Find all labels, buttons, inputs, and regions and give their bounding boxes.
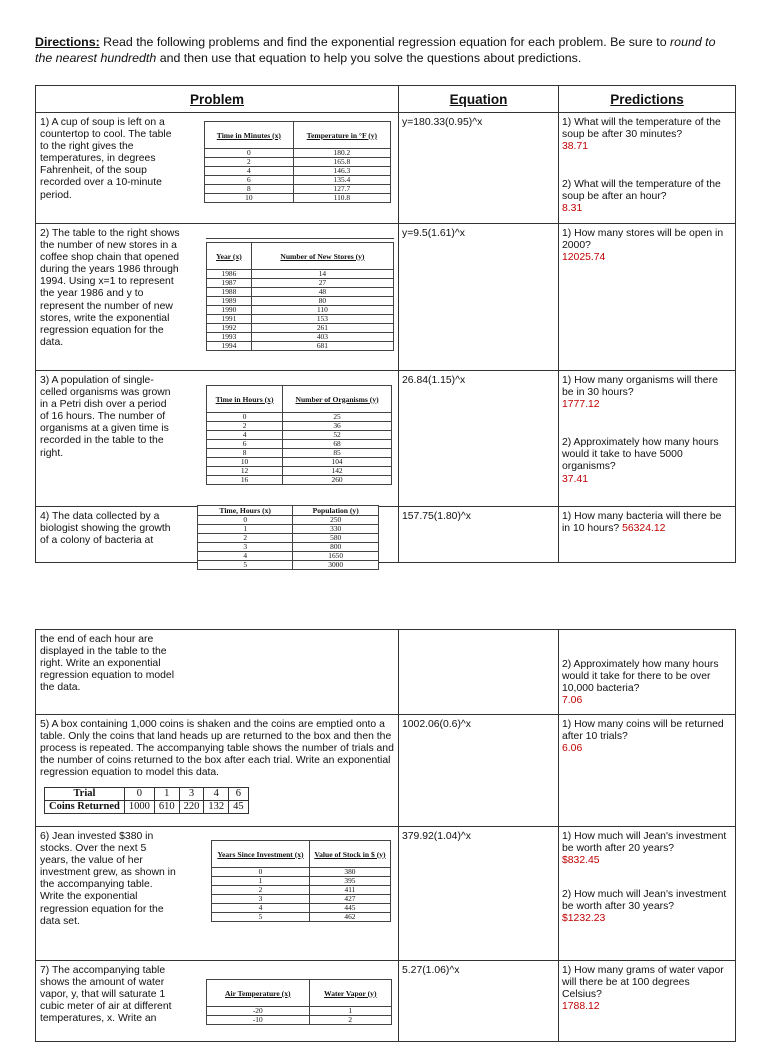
table-cell: 127.7 [293, 185, 390, 194]
table-cell: 1 [212, 877, 310, 886]
table-row [198, 543, 379, 552]
problem-row-2 [36, 224, 736, 371]
table-cell: 2 [212, 886, 310, 895]
table-row [207, 449, 392, 458]
table-cell: 1 [154, 788, 179, 801]
table-row [207, 431, 392, 440]
table-header: Number of New Stores (y) [251, 243, 393, 270]
table-row [205, 158, 391, 167]
table-cell: 85 [283, 449, 392, 458]
table-cell: 250 [293, 516, 379, 525]
table-header: Year (x) [207, 243, 252, 270]
table-cell: 104 [283, 458, 392, 467]
table-cell: -20 [207, 1007, 310, 1016]
table-row [207, 413, 392, 422]
table-row [212, 868, 391, 877]
table-header: Time, Hours (x) [198, 506, 293, 516]
table-cell: 4 [205, 167, 294, 176]
problem-3-equation: 26.84(1.15)^x [402, 375, 466, 386]
table-cell: 4 [207, 431, 283, 440]
problem-4-question-2: 2) Approximately how many hours would it take for there to be over 10,000 bacteria? [562, 659, 719, 695]
problem-6-text: 6) Jean invested $380 in stocks. Over the next 5 years, the value of her investment grew, as shown in the accompanying table. Write the exponential regression equation for the data set. [40, 831, 176, 927]
table-cell: 110.8 [293, 194, 390, 203]
problem-7-answer-1: 1788.12 [562, 1001, 600, 1013]
header-problem: Problem [36, 86, 399, 113]
problem-2-text: 2) The table to the right shows the number of new stores in a coffee shop chain that opened during the years 1986 through 1994. Using x=1 to represent the year 1986 and y to represent the number of new stores, write the exponential regression equation for the data. [40, 228, 180, 348]
table-cell: 14 [251, 270, 393, 279]
table-cell: 1993 [207, 333, 252, 342]
table-header: Value of Stock in $ (y) [309, 841, 390, 868]
table-cell: 681 [251, 342, 393, 351]
table-cell: 260 [283, 476, 392, 485]
problem-2-equation: y=9.5(1.61)^x [402, 228, 465, 239]
table-row [198, 525, 379, 534]
table-cell: 8 [205, 185, 294, 194]
problem-3-question-2: 2) Approximately how many hours would it take to have 5000 organisms? [562, 437, 719, 473]
problem-2-question-1: 1) How many stores will be open in 2000? [562, 228, 724, 252]
table-cell: 4 [212, 904, 310, 913]
table-cell: 4 [198, 552, 293, 561]
problem-4-equation: 157.75(1.80)^x [402, 511, 471, 522]
problem-6-equation: 379.92(1.04)^x [402, 831, 471, 842]
table-header: Years Since Investment (x) [212, 841, 310, 868]
table-cell: 80 [251, 297, 393, 306]
table-row [212, 877, 391, 886]
table-header: Temperature in °F (y) [293, 122, 390, 149]
problem-7-table [206, 979, 392, 1025]
table-header: Time in Minutes (x) [205, 122, 294, 149]
worksheet-table-top [35, 85, 736, 563]
table-cell: 2 [198, 534, 293, 543]
table-cell: 0 [212, 868, 310, 877]
problem-5-table [44, 787, 249, 814]
problem-4-text-continued: the end of each hour are displayed in the table to the right. Write an exponential regression equation to model the data. [40, 634, 175, 694]
table-cell: 48 [251, 288, 393, 297]
table-cell: 6 [229, 788, 249, 801]
problem-1-question-1: 1) What will the temperature of the soup be after 30 minutes? [562, 117, 721, 141]
table-cell: 1992 [207, 324, 252, 333]
table-cell: 1994 [207, 342, 252, 351]
table-cell: 2 [205, 158, 294, 167]
table-cell: 395 [309, 877, 390, 886]
table-row [212, 895, 391, 904]
table-header: Number of Organisms (y) [283, 386, 392, 413]
problem-5-question-1: 1) How many coins will be returned after 10 trials? [562, 719, 724, 743]
table-cell: 1986 [207, 270, 252, 279]
problem-6-answer-2: $1232.23 [562, 913, 606, 925]
table-cell: 580 [293, 534, 379, 543]
table-cell: 0 [207, 413, 283, 422]
problem-2-table [206, 242, 394, 351]
table-cell: 427 [309, 895, 390, 904]
problem-1-answer-1: 38.71 [562, 141, 589, 153]
directions [35, 34, 735, 66]
table-cell: 10 [207, 458, 283, 467]
table-cell: 1650 [293, 552, 379, 561]
table-cell: 146.3 [293, 167, 390, 176]
header-predictions: Predictions [559, 86, 736, 113]
problem-3-text: 3) A population of single-celled organisms was grown in a Petri dish over a period of 16 hours. The number of organisms at a given time is recorded in the table to the right. [40, 375, 171, 459]
table-cell: 1987 [207, 279, 252, 288]
table-cell: 2 [207, 422, 283, 431]
problem-row-3 [36, 371, 736, 507]
problem-1-equation: y=180.33(0.95)^x [402, 117, 483, 128]
table-row [207, 422, 392, 431]
table-cell: 27 [251, 279, 393, 288]
table-row [207, 342, 394, 351]
problem-4-table [197, 505, 379, 570]
table-row [205, 149, 391, 158]
table-cell: 220 [179, 801, 204, 814]
problem-3-answer-1: 1777.12 [562, 399, 600, 411]
header-equation: Equation [399, 86, 559, 113]
table-row [198, 552, 379, 561]
table-header: Air Temperature (x) [207, 980, 310, 1007]
table-cell: 3 [179, 788, 204, 801]
problem-3-question-1: 1) How many organisms will there be in 30 hours? [562, 375, 718, 399]
table-cell: 0 [205, 149, 294, 158]
table-cell: 610 [154, 801, 179, 814]
directions-label: Directions: [35, 35, 100, 49]
problem-4-text: 4) The data collected by a biologist showing the growth of a colony of bacteria at [40, 511, 171, 547]
problem-row-6 [36, 827, 736, 961]
table-cell: 411 [309, 886, 390, 895]
table-row [205, 176, 391, 185]
table-cell: 4 [204, 788, 229, 801]
table-cell: 1990 [207, 306, 252, 315]
problem-row-4-continued [36, 630, 736, 715]
problem-row-1 [36, 113, 736, 224]
table-row [207, 440, 392, 449]
table-header: Coins Returned [45, 801, 125, 814]
table-cell: 1991 [207, 315, 252, 324]
table-cell: 403 [251, 333, 393, 342]
table-header: Trial [45, 788, 125, 801]
table-row [212, 904, 391, 913]
table-cell: 445 [309, 904, 390, 913]
table-cell: 380 [309, 868, 390, 877]
problem-3-answer-2: 37.41 [562, 473, 589, 485]
table-cell: 800 [293, 543, 379, 552]
table-cell: 10 [205, 194, 294, 203]
table-row [207, 476, 392, 485]
table-cell: 12 [207, 467, 283, 476]
problem-row-7 [36, 961, 736, 1042]
table-cell: 25 [283, 413, 392, 422]
problem-2-answer-1: 12025.74 [562, 252, 606, 264]
problem-5-answer-1: 6.06 [562, 743, 583, 755]
table-cell: 153 [251, 315, 393, 324]
table-cell: 45 [229, 801, 249, 814]
table-row [205, 185, 391, 194]
table-cell: 68 [283, 440, 392, 449]
problem-1-question-2: 2) What will the temperature of the soup be after an hour? [562, 179, 721, 203]
table-row [198, 534, 379, 543]
table-row [207, 467, 392, 476]
table-cell: 16 [207, 476, 283, 485]
table-cell: 1988 [207, 288, 252, 297]
problem-6-question-2: 2) How much will Jean's investment be worth after 30 years? [562, 889, 727, 913]
directions-text-2: and then use that equation to help you solve the questions about predictions. [156, 51, 582, 65]
table-cell: 5 [198, 561, 293, 570]
problem-7-question-1: 1) How many grams of water vapor will there be at 100 degrees Celsius? [562, 965, 724, 1001]
table-row [212, 913, 391, 922]
problem-6-answer-1: $832.45 [562, 855, 600, 867]
table-cell: 1989 [207, 297, 252, 306]
table-header: Time in Hours (x) [207, 386, 283, 413]
directions-text-1: Read the following problems and find the exponential regression equation for each problem. Be sure to [99, 35, 671, 49]
problem-4-answer-1: 56324.12 [622, 523, 666, 535]
table-row [198, 516, 379, 525]
table-cell: 1 [198, 525, 293, 534]
problem-1-answer-2: 8.31 [562, 203, 583, 215]
table-cell: 261 [251, 324, 393, 333]
table-cell: 0 [198, 516, 293, 525]
directions-emphasis: round to the nearest hundredth [35, 35, 716, 65]
table-cell: 8 [207, 449, 283, 458]
problem-row-4 [36, 507, 736, 563]
table-row [198, 561, 379, 570]
table-cell: 165.8 [293, 158, 390, 167]
problem-4-answer-2: 7.06 [562, 695, 583, 707]
table-cell: 0 [124, 788, 154, 801]
table-cell: 1 [309, 1007, 391, 1016]
table-cell: 180.2 [293, 149, 390, 158]
table-cell: 110 [251, 306, 393, 315]
table-row [205, 167, 391, 176]
table-cell: 3 [212, 895, 310, 904]
problem-3-table [206, 385, 392, 485]
table-cell: 142 [283, 467, 392, 476]
table-cell: 1000 [124, 801, 154, 814]
table-cell: 5 [212, 913, 310, 922]
problem-7-text: 7) The accompanying table shows the amount of water vapor, y, that will saturate 1 cubic meter of air at different temperatures, x. Write an [40, 965, 172, 1025]
problem-1-text: 1) A cup of soup is left on a countertop to cool. The table to the right gives the temperatures, in degrees Fahrenheit, of the soup recorded over a 10-minute period. [40, 117, 172, 201]
problem-6-question-1: 1) How much will Jean's investment be worth after 20 years? [562, 831, 727, 855]
problem-5-text: 5) A box containing 1,000 coins is shaken and the coins are emptied onto a table. Only the coins that land heads up are returned to the box and then the process is repeated. The accompanying table shows the number of trials and the number of coins returned to the box after each trial. Write an exponential regression equation to model this data. [40, 719, 394, 779]
table-header: Water Vapor (y) [309, 980, 391, 1007]
table-cell: 6 [207, 440, 283, 449]
table-cell: 462 [309, 913, 390, 922]
table-cell: 3000 [293, 561, 379, 570]
table-row [212, 886, 391, 895]
table-cell: 2 [309, 1016, 391, 1025]
problem-1-table [204, 121, 391, 203]
problem-7-equation: 5.27(1.06)^x [402, 965, 460, 976]
table-row [207, 1007, 392, 1016]
problem-row-5 [36, 715, 736, 827]
table-row [45, 788, 249, 801]
table-header: Population (y) [293, 506, 379, 516]
table-cell: 36 [283, 422, 392, 431]
table-row [207, 1016, 392, 1025]
table-cell: 6 [205, 176, 294, 185]
problem-5-equation: 1002.06(0.6)^x [402, 719, 471, 730]
table-cell: 132 [204, 801, 229, 814]
worksheet-table-bottom [35, 629, 736, 1042]
table-cell: 3 [198, 543, 293, 552]
problem-4-question-1: 1) How many bacteria will there be in 10 hours? [562, 511, 722, 535]
table-row [45, 801, 249, 814]
table-cell: -10 [207, 1016, 310, 1025]
table-cell: 330 [293, 525, 379, 534]
table-cell: 135.4 [293, 176, 390, 185]
table-row [207, 458, 392, 467]
problem-6-table [211, 840, 391, 922]
table-cell: 52 [283, 431, 392, 440]
table-row [205, 194, 391, 203]
